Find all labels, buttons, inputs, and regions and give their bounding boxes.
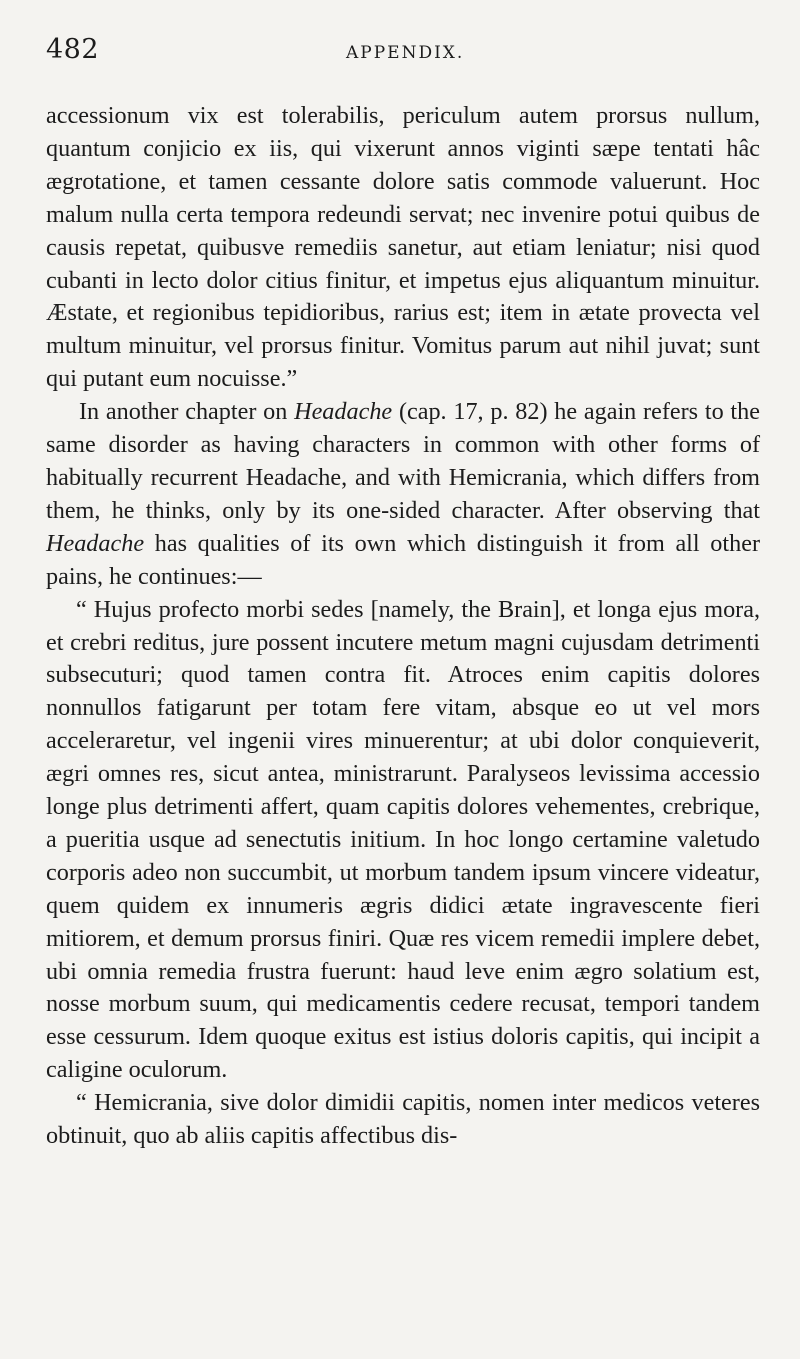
running-head: APPENDIX. <box>346 43 465 63</box>
paragraph-text-segment: In another chapter on <box>79 398 295 426</box>
paragraph-headache-chapter <box>46 396 760 593</box>
paragraph-latin-quote-hemicrania: “ Hemicrania, sive dolor dimidii capitis, nomen inter medicos veteres obtinuit, quo ab aliis capitis affectibus dis- <box>46 1089 760 1150</box>
italic-term: Headache <box>46 529 145 557</box>
paragraph-latin-quote-continued: accessionum vix est tolerabilis, periculum autem prorsus nullum, quantum conjicio ex iis, qui vixerunt annos viginti sæpe tentati hâc ægrotatione, et tamen cessante dolore satis commode valuerunt. Hoc malum nulla certa tempora redeundi servat; nec invenire potui quibus de causis repetat, quibusve remediis sanetur, aut etiam leniatur; nisi quod cubanti in lecto dolor citius finitur, et impetus ejus aliquantum minuitur. Æstate, et regionibus tepidioribus, rarius est; item in ætate provecta vel multum minuitur, vel prorsus finitur. Vomitus parum aut nihil juvat; sunt qui putant eum nocuisse.” <box>46 102 760 393</box>
page-header <box>46 34 760 82</box>
italic-term: Headache <box>294 398 393 426</box>
paragraph-latin-quote-hujus: “ Hujus profecto morbi sedes [namely, the Brain], et longa ejus mora, et crebri reditus, jure possent incutere metum magni cujusdam detrimenti subsecuturi; quod tamen contra fit. Atroces enim capitis dolores nonnullos fatigarunt per totam fere vitam, absque eo ut vel mors acceleraretur, vel ingenii vires minuerentur; at ubi dolor conquieverit, ægri omnes res, sicut antea, ministrarunt. Paralyseos levissima accessio longe plus detrimenti affert, quam capitis dolores vehementes, crebrique, a pueritia usque ad senectutis initium. In hoc longo certamine valetudo corporis adeo non succumbit, ut morbum tandem ipsum vincere videatur, quem quidem ex innumeris ægris didici ætate ingravescente fieri mitiorem, et demum prorsus finiri. Quæ res vicem remedii implere debet, ubi omnia remedia frustra fuerunt: haud leve enim ægro solatium est, nosse morbum suum, qui medicamentis cedere recusat, tempori tandem esse cessurum. Idem quoque exitus est istius doloris capitis, qui incipit a caligine oculorum. <box>46 595 760 1084</box>
body-text <box>46 100 760 1153</box>
paragraph-text-segment: has qualities of its own which distinguish it from all other pains, he continues:— <box>46 529 760 590</box>
page-number: 482 <box>46 34 100 65</box>
paragraph-text-segment: (cap. 17, p. 82) he again refers to the same disorder as having characters in common with other forms of habitually recurrent Headache, and with Hemicrania, which differs from them, he thinks, only by its one-sided character. After observing that <box>46 398 760 524</box>
